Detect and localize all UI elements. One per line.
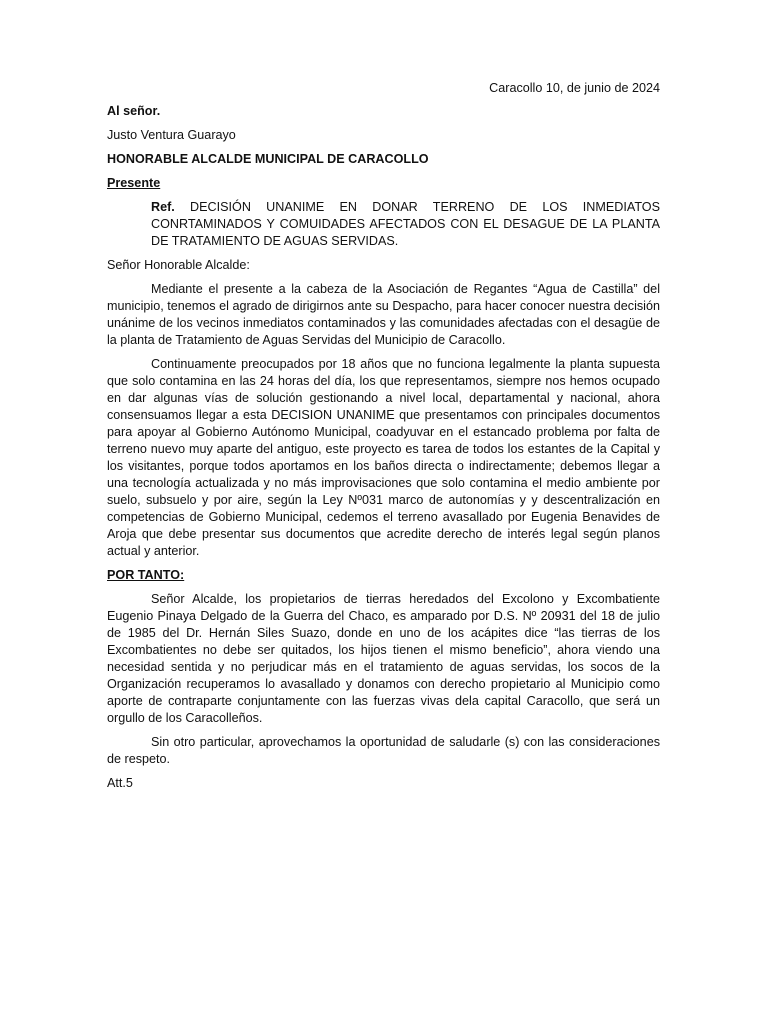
letter-date: Caracollo 10, de junio de 2024	[489, 81, 660, 95]
reference-label: Ref.	[151, 200, 175, 214]
recipient-name: Justo Ventura Guarayo	[107, 128, 236, 142]
closing-paragraph: Sin otro particular, aprovechamos la oportunidad de saludarle (s) con las consideraciones de respeto.	[107, 735, 660, 766]
salutation-to: Al señor.	[107, 104, 161, 118]
por-tanto-heading: POR TANTO:	[107, 568, 185, 582]
presente-heading: Presente	[107, 176, 161, 190]
body-paragraph-3: Señor Alcalde, los propietarios de tierras heredados del Excolono y Excombatiente Eugenio Pinaya Delgado de la Guerra del Chaco, es amparado por D.S. Nº 20931 del 18 de julio de 1985 del Dr. Hernán Siles Suazo, donde en uno de los acápites dice “las tierras de los Excombatientes no debe ser quitados, los hijos tienen el mismo beneficio”, ahora viendo una necesidad sentida y no perjudicar más en el tratamiento de aguas servidas, los socos de la Organización recuperamos lo avasallado y donamos con derecho propietario al Municipio como aporte de contraparte conjuntamente con las fuerzas vivas dela capital Caracollo, que será un orgullo de los Caracolleños.	[107, 592, 660, 725]
letter-page	[107, 80, 660, 799]
attachment-note: Att.5	[107, 776, 133, 790]
greeting: Señor Honorable Alcalde:	[107, 258, 250, 272]
reference-text: DECISIÓN UNANIME EN DONAR TERRENO DE LOS INMEDIATOS CONRTAMINADOS Y COMUIDADES AFECTADOS CON EL DESAGUE DE LA PLANTA DE TRATAMIENTO DE AGUAS SERVIDAS.	[151, 200, 660, 248]
recipient-title: HONORABLE ALCALDE MUNICIPAL DE CARACOLLO	[107, 152, 429, 166]
body-paragraph-2: Continuamente preocupados por 18 años que no funciona legalmente la planta supuesta que solo contamina en las 24 horas del día, los que representamos, siempre nos hemos ocupado en dar algunas vías de solución gestionando a nivel local, departamental y nacional, ahora consensuamos llegar a esta DECISION UNANIME que presentamos con principales documentos para apoyar al Gobierno Autónomo Municipal, coadyuvar en el estancado problema por falta de terreno nuevo muy aparte del antiguo, este proyecto es tarea de todos los estantes de la Capital y los visitantes, porque todos aportamos en los baños directa o indirectamente; debemos llegar a una tecnología actualizada y no más improvisaciones que solo contamina el medio ambiente por suelo, subsuelo y por aire, según la Ley Nº031 marco de autonomías y y descentralización en competencias de Gobierno Municipal, cedemos el terreno avasallado por Eugenia Benavides de Aroja que debe presentar sus documentos que acredite derecho de interés legal según planos actual y anterior.	[107, 357, 660, 558]
body-paragraph-1: Mediante el presente a la cabeza de la Asociación de Regantes “Agua de Castilla” del municipio, tenemos el agrado de dirigirnos ante su Despacho, para hacer conocer nuestra decisión unánime de los vecinos inmediatos contaminados y las comunidades afectadas con el desagüe de la planta de Tratamiento de Aguas Servidas del Municipio de Caracollo.	[107, 282, 660, 347]
reference-block	[107, 199, 660, 250]
